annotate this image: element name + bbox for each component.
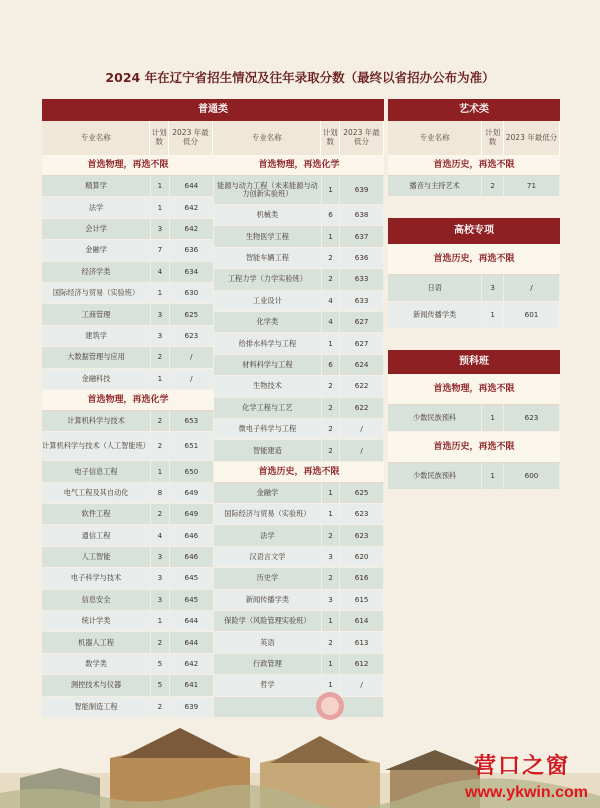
min-score-cell: 633	[340, 269, 384, 289]
major-name-cell: 新闻传播学类	[388, 302, 482, 328]
table-row	[42, 304, 214, 325]
plan-count-cell: 8	[151, 483, 170, 503]
major-name-cell: 材料科学与工程	[214, 355, 322, 375]
plan-count-cell: 1	[151, 611, 170, 631]
min-score-cell: 623	[170, 326, 214, 346]
min-score-cell: 615	[340, 590, 384, 610]
major-name-cell: 计算机科学与技术（人工智能班）	[42, 432, 151, 460]
major-name-cell: 精算学	[42, 176, 151, 196]
min-score-cell: /	[340, 440, 384, 460]
min-score-cell: 649	[170, 504, 214, 524]
min-score-cell: /	[170, 347, 214, 367]
major-name-cell: 计算机科学与技术	[42, 411, 151, 431]
table-row	[214, 654, 384, 675]
table-row	[214, 440, 384, 461]
major-name-cell: 人工智能	[42, 547, 151, 567]
plan-count-cell: 1	[151, 369, 170, 389]
plan-count-cell: 1	[322, 176, 340, 204]
table-row	[42, 547, 214, 568]
table-row	[214, 312, 384, 333]
plan-count-cell: 1	[322, 333, 340, 353]
major-name-cell: 保险学（风险管理实验班）	[214, 611, 322, 631]
min-score-cell: 644	[170, 632, 214, 652]
major-name-cell: 给排水科学与工程	[214, 333, 322, 353]
major-name-cell: 智能制造工程	[42, 697, 151, 717]
putong-panel	[42, 99, 384, 711]
plan-count-cell: 2	[482, 176, 504, 196]
min-score-cell: 633	[340, 291, 384, 311]
table-row	[214, 333, 384, 354]
plan-count-cell: 5	[151, 675, 170, 695]
min-score-cell: 650	[170, 461, 214, 481]
col-header-plan: 计划数	[150, 121, 169, 155]
major-name-cell: 历史学	[214, 568, 322, 588]
table-row	[42, 347, 214, 368]
plan-count-cell: 1	[322, 611, 340, 631]
min-score-cell: 634	[170, 262, 214, 282]
table-row	[42, 369, 214, 390]
plan-count-cell: 6	[322, 355, 340, 375]
min-score-cell: /	[170, 369, 214, 389]
plan-count-cell: 3	[322, 547, 340, 567]
section-subheader: 首选历史，再选不限	[388, 244, 560, 275]
min-score-cell: 630	[170, 283, 214, 303]
plan-count-cell: 1	[322, 504, 340, 524]
gaoxiao-header: 高校专项	[388, 218, 560, 244]
major-name-cell: 大数据管理与应用	[42, 347, 151, 367]
min-score-cell: /	[340, 419, 384, 439]
min-score-cell: 623	[340, 525, 384, 545]
plan-count-cell: 2	[322, 398, 340, 418]
yishu-column-headers	[388, 121, 560, 155]
min-score-cell: 614	[340, 611, 384, 631]
major-name-cell: 信息安全	[42, 590, 151, 610]
major-name-cell: 工商管理	[42, 304, 151, 324]
col-header-score: 2023 年最低分	[504, 121, 560, 155]
plan-count-cell: 7	[151, 240, 170, 260]
table-row	[214, 611, 384, 632]
plan-count-cell: 1	[482, 463, 504, 489]
table-row	[214, 176, 384, 205]
table-row	[214, 632, 384, 653]
major-name-cell: 新闻传播学类	[214, 590, 322, 610]
major-name-cell: 生物技术	[214, 376, 322, 396]
min-score-cell: 613	[340, 632, 384, 652]
major-name-cell: 法学	[214, 525, 322, 545]
major-name-cell: 数学类	[42, 654, 151, 674]
min-score-cell: 639	[340, 176, 384, 204]
plan-count-cell: 3	[151, 547, 170, 567]
yuke-panel	[388, 350, 560, 490]
table-row	[214, 525, 384, 546]
table-row	[388, 405, 560, 432]
table-row	[214, 547, 384, 568]
section-subheader: 首选物理，再选化学	[214, 155, 384, 176]
table-row	[42, 176, 214, 197]
table-row	[42, 483, 214, 504]
plan-count-cell: 3	[151, 568, 170, 588]
plan-count-cell: 2	[151, 504, 170, 524]
min-score-cell: 637	[340, 226, 384, 246]
min-score-cell: 625	[340, 483, 384, 503]
major-name-cell: 测控技术与仪器	[42, 675, 151, 695]
table-row	[214, 398, 384, 419]
table-row	[214, 419, 384, 440]
min-score-cell: 627	[340, 333, 384, 353]
min-score-cell: 636	[340, 248, 384, 268]
min-score-cell: 644	[170, 176, 214, 196]
min-score-cell: 636	[170, 240, 214, 260]
plan-count-cell: 1	[151, 197, 170, 217]
plan-count-cell: 5	[151, 654, 170, 674]
major-name-cell: 智能建造	[214, 440, 322, 460]
plan-count-cell: 4	[151, 262, 170, 282]
major-name-cell: 智能车辆工程	[214, 248, 322, 268]
plan-count-cell: 2	[322, 568, 340, 588]
plan-count-cell: 1	[151, 283, 170, 303]
col-header-plan: 计划数	[482, 121, 504, 155]
min-score-cell: 612	[340, 654, 384, 674]
min-score-cell: 625	[170, 304, 214, 324]
major-name-cell: 哲学	[214, 675, 322, 695]
plan-count-cell: 1	[322, 654, 340, 674]
plan-count-cell: 2	[151, 432, 170, 460]
plan-count-cell: 1	[482, 405, 504, 431]
major-name-cell: 工程力学（力学实验班）	[214, 269, 322, 289]
table-row	[42, 432, 214, 461]
plan-count-cell: 2	[322, 376, 340, 396]
major-name-cell: 统计学类	[42, 611, 151, 631]
min-score-cell: 600	[504, 463, 560, 489]
major-name-cell: 建筑学	[42, 326, 151, 346]
table-row	[42, 262, 214, 283]
section-subheader: 首选物理，再选化学	[42, 390, 214, 411]
col-header-plan: 计划数	[321, 121, 340, 155]
min-score-cell: 622	[340, 376, 384, 396]
plan-count-cell: 3	[151, 219, 170, 239]
plan-count-cell: 2	[322, 248, 340, 268]
min-score-cell: 646	[170, 525, 214, 545]
putong-right-column	[214, 155, 384, 718]
major-name-cell: 机器人工程	[42, 632, 151, 652]
table-row	[214, 205, 384, 226]
major-name-cell: 能源与动力工程（未来能源与动力创新实验班）	[214, 176, 322, 204]
section-subheader: 首选历史，再选不限	[388, 432, 560, 463]
major-name-cell: 电气工程及其自动化	[42, 483, 151, 503]
plan-count-cell: 4	[151, 525, 170, 545]
plan-count-cell: 1	[322, 226, 340, 246]
major-name-cell: 国际经济与贸易（实验班）	[42, 283, 151, 303]
min-score-cell: 645	[170, 568, 214, 588]
major-name-cell: 工业设计	[214, 291, 322, 311]
table-row	[214, 291, 384, 312]
plan-count-cell: 2	[322, 269, 340, 289]
major-name-cell: 行政管理	[214, 654, 322, 674]
major-name-cell: 生物医学工程	[214, 226, 322, 246]
plan-count-cell: 2	[322, 525, 340, 545]
plan-count-cell: 4	[322, 291, 340, 311]
table-row	[214, 483, 384, 504]
plan-count-cell: 2	[151, 411, 170, 431]
major-name-cell: 少数民族预科	[388, 405, 482, 431]
min-score-cell: 622	[340, 398, 384, 418]
table-row	[42, 568, 214, 589]
table-row	[42, 504, 214, 525]
col-header-name: 专业名称	[388, 121, 482, 155]
major-name-cell: 金融学	[42, 240, 151, 260]
col-header-score: 2023 年最低分	[169, 121, 213, 155]
major-name-cell: 电子信息工程	[42, 461, 151, 481]
page-title: 2024 年在辽宁省招生情况及往年录取分数（最终以省招办公布为准）	[105, 70, 495, 85]
min-score-cell: /	[504, 275, 560, 301]
table-row	[42, 611, 214, 632]
min-score-cell: 644	[170, 611, 214, 631]
table-row	[214, 248, 384, 269]
plan-count-cell: 2	[322, 440, 340, 460]
major-name-cell: 法学	[42, 197, 151, 217]
major-name-cell: 化学工程与工艺	[214, 398, 322, 418]
table-row	[214, 568, 384, 589]
min-score-cell: 616	[340, 568, 384, 588]
yishu-panel	[388, 99, 560, 197]
plan-count-cell: 1	[482, 302, 504, 328]
gaoxiao-body	[388, 244, 560, 329]
plan-count-cell: 2	[322, 419, 340, 439]
table-row	[214, 376, 384, 397]
major-name-cell: 微电子科学与工程	[214, 419, 322, 439]
major-name-cell: 少数民族预科	[388, 463, 482, 489]
major-name-cell: 电子科学与技术	[42, 568, 151, 588]
table-row	[42, 219, 214, 240]
table-row	[214, 590, 384, 611]
min-score-cell: 639	[170, 697, 214, 717]
plan-count-cell: 1	[151, 461, 170, 481]
yuke-header: 预科班	[388, 350, 560, 374]
section-subheader: 首选历史，再选不限	[388, 155, 560, 176]
putong-column-headers	[42, 121, 384, 155]
plan-count-cell: 3	[151, 590, 170, 610]
min-score-cell: 645	[170, 590, 214, 610]
min-score-cell: 71	[504, 176, 560, 196]
table-row	[388, 463, 560, 490]
yishu-body	[388, 155, 560, 197]
section-subheader: 首选历史，再选不限	[214, 462, 384, 483]
gaoxiao-panel	[388, 218, 560, 329]
min-score-cell: 620	[340, 547, 384, 567]
major-name-cell: 机械类	[214, 205, 322, 225]
min-score-cell: /	[340, 675, 384, 695]
col-header-name: 专业名称	[42, 121, 150, 155]
table-row	[42, 525, 214, 546]
yishu-header: 艺术类	[388, 99, 560, 121]
plan-count-cell: 1	[322, 483, 340, 503]
table-row	[42, 283, 214, 304]
table-row	[388, 302, 560, 329]
plan-count-cell: 2	[151, 632, 170, 652]
table-row	[214, 269, 384, 290]
plan-count-cell: 3	[151, 304, 170, 324]
major-name-cell: 通信工程	[42, 525, 151, 545]
major-name-cell: 英语	[214, 632, 322, 652]
min-score-cell: 646	[170, 547, 214, 567]
section-subheader: 首选物理，再选不限	[388, 374, 560, 405]
table-row	[42, 197, 214, 218]
major-name-cell: 国际经济与贸易（实验班）	[214, 504, 322, 524]
major-name-cell: 日语	[388, 275, 482, 301]
min-score-cell: 641	[170, 675, 214, 695]
plan-count-cell: 2	[151, 697, 170, 717]
plan-count-cell: 4	[322, 312, 340, 332]
plan-count-cell: 3	[322, 590, 340, 610]
table-row	[214, 504, 384, 525]
min-score-cell: 623	[340, 504, 384, 524]
table-row	[214, 355, 384, 376]
plan-count-cell: 3	[151, 326, 170, 346]
min-score-cell: 623	[504, 405, 560, 431]
plan-count-cell: 2	[151, 347, 170, 367]
min-score-cell: 642	[170, 197, 214, 217]
yuke-body	[388, 374, 560, 490]
section-subheader: 首选物理，再选不限	[42, 155, 214, 176]
major-name-cell: 金融学	[214, 483, 322, 503]
plan-count-cell: 1	[151, 176, 170, 196]
major-name-cell: 经济学类	[42, 262, 151, 282]
table-row	[42, 240, 214, 261]
table-row	[42, 326, 214, 347]
major-name-cell: 会计学	[42, 219, 151, 239]
table-row	[388, 275, 560, 302]
min-score-cell: 651	[170, 432, 214, 460]
plan-count-cell: 2	[322, 632, 340, 652]
major-name-cell: 金融科技	[42, 369, 151, 389]
putong-header: 普通类	[42, 99, 384, 121]
table-row	[42, 461, 214, 482]
col-header-name: 专业名称	[213, 121, 321, 155]
table-row	[42, 632, 214, 653]
table-row	[42, 654, 214, 675]
min-score-cell: 653	[170, 411, 214, 431]
min-score-cell: 642	[170, 219, 214, 239]
site-logo-text: 营口之窗	[473, 753, 570, 779]
plan-count-cell: 3	[482, 275, 504, 301]
putong-left-column	[42, 155, 214, 718]
col-header-score: 2023 年最低分	[340, 121, 384, 155]
min-score-cell: 642	[170, 654, 214, 674]
major-name-cell: 软件工程	[42, 504, 151, 524]
table-row	[214, 226, 384, 247]
table-row	[42, 590, 214, 611]
min-score-cell: 638	[340, 205, 384, 225]
major-name-cell: 播音与主持艺术	[388, 176, 482, 196]
plan-count-cell: 1	[322, 675, 340, 695]
min-score-cell: 601	[504, 302, 560, 328]
min-score-cell: 627	[340, 312, 384, 332]
table-row	[388, 176, 560, 197]
major-name-cell: 化学类	[214, 312, 322, 332]
table-row	[42, 411, 214, 432]
min-score-cell: 649	[170, 483, 214, 503]
plan-count-cell: 6	[322, 205, 340, 225]
major-name-cell: 汉语言文学	[214, 547, 322, 567]
site-url: www.ykwin.com	[465, 784, 588, 801]
min-score-cell: 624	[340, 355, 384, 375]
